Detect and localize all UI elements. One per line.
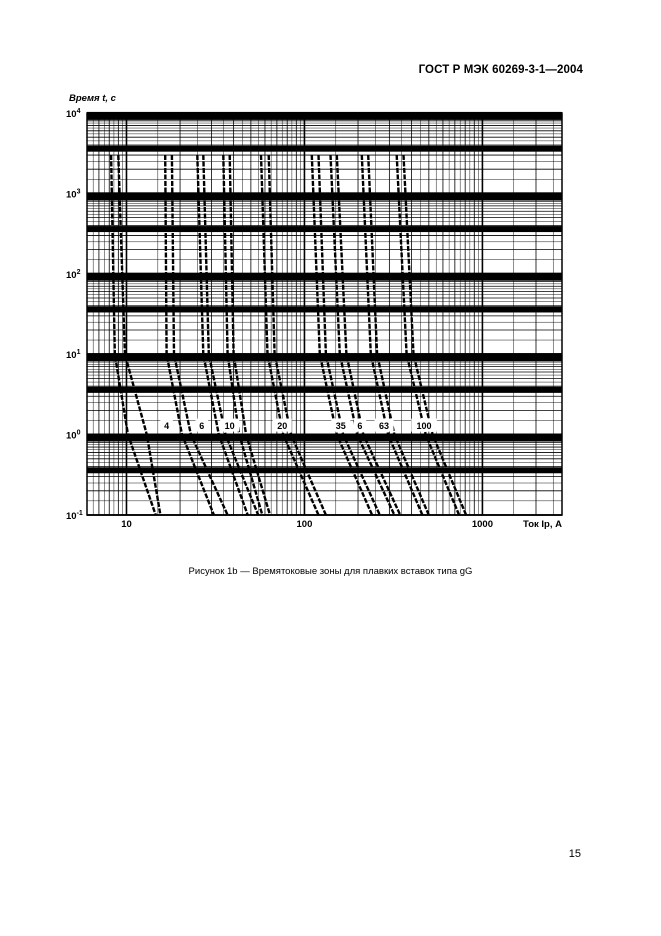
grid-band xyxy=(87,146,562,152)
series-label: 10 xyxy=(224,421,235,432)
y-tick-label: $10^1$ xyxy=(66,349,81,362)
y-axis-label: Время t, с xyxy=(69,93,116,104)
y-tick-label: $10^4$ xyxy=(66,108,81,120)
series-label: 35 xyxy=(335,421,346,432)
y-tick-label: $10^2$ xyxy=(66,268,81,281)
series-label: 4 xyxy=(164,421,170,432)
series-label: 100 xyxy=(416,421,432,432)
chart-series-group xyxy=(111,155,466,515)
series-curve xyxy=(111,155,156,515)
grid-band xyxy=(87,226,562,232)
series-curve xyxy=(404,155,467,515)
y-tick-label: $10^{-1}$ xyxy=(66,510,83,522)
x-tick-label: 100 xyxy=(296,519,313,530)
y-tick-label: $10^3$ xyxy=(66,188,81,201)
series-label: 20 xyxy=(277,421,288,432)
grid-band xyxy=(87,387,562,393)
x-tick-label: 1000 xyxy=(471,519,493,530)
series-curve xyxy=(118,155,160,515)
grid-band xyxy=(87,467,562,473)
series-label: 63 xyxy=(379,421,390,432)
x-axis-label: Ток Ip, А xyxy=(523,519,562,530)
figure-caption: Рисунок 1b — Времятоковые зоны для плавких вставок типа gG xyxy=(188,566,473,577)
page-number: 15 xyxy=(568,848,581,860)
x-tick-label: 10 xyxy=(121,519,132,530)
document-header: ГОСТ Р МЭК 60269-3-1—2004 xyxy=(418,64,583,76)
y-tick-label: $10^0$ xyxy=(66,429,81,442)
series-label: 6 xyxy=(357,421,363,432)
series-label: 6 xyxy=(199,421,205,432)
